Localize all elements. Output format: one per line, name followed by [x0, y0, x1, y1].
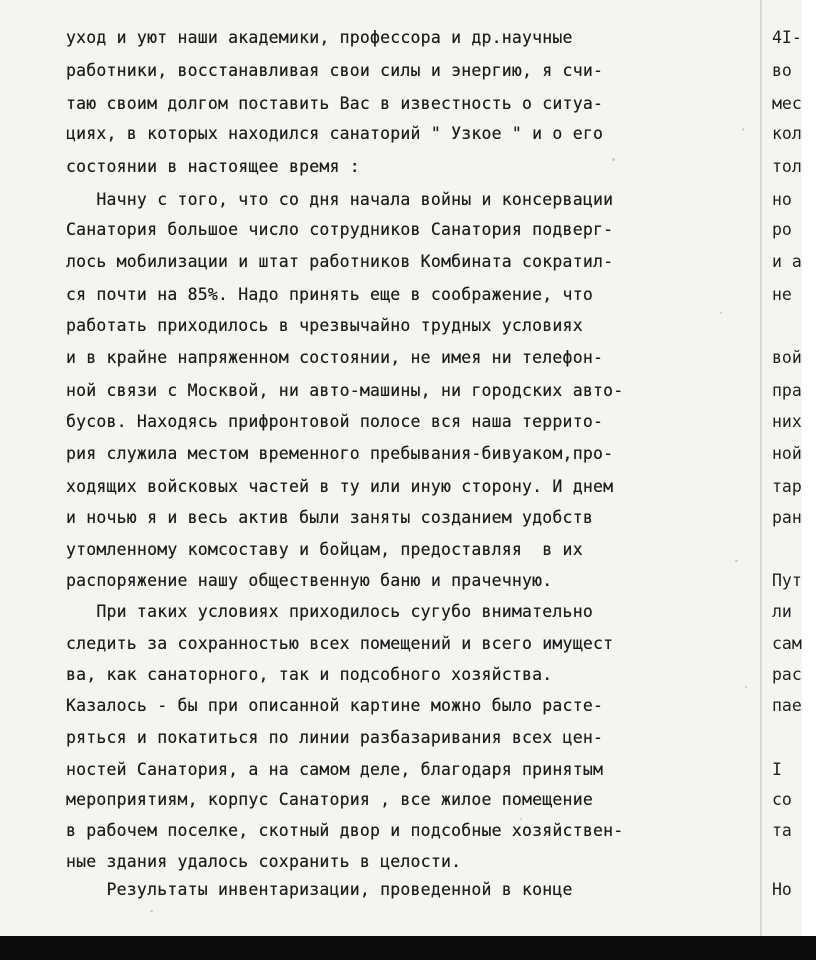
scan-speck	[612, 158, 615, 161]
margin-line: них	[772, 412, 802, 431]
page-fold-line	[760, 0, 762, 936]
margin-line: 4I-	[772, 28, 802, 47]
margin-line: рас	[772, 665, 802, 684]
margin-line: тол	[772, 157, 802, 176]
text-line: состоянии в настоящее время :	[66, 157, 360, 176]
text-line: работать приходилось в чрезвычайно трудных условиях	[66, 316, 583, 335]
text-line: и ночью я и весь актив были заняты созданием удобств	[66, 508, 593, 527]
scan-speck	[742, 128, 744, 131]
text-line: ходящих войсковых частей в ту или иную сторону. И днем	[66, 477, 614, 496]
text-line: ностей Санатория, а на самом деле, благодаря принятым	[66, 760, 604, 779]
text-line: и в крайне напряженном состоянии, не имея ни телефон-	[66, 348, 604, 367]
margin-line: ро	[772, 220, 792, 239]
text-line: ва, как санаторного, так и подсобного хозяйства.	[66, 665, 553, 684]
text-line: Казалось - бы при описанной картине можно было расте-	[66, 696, 604, 715]
margin-line: сам	[772, 634, 802, 653]
text-line: При таких условиях приходилось сугубо внимательно	[66, 602, 593, 621]
margin-line: Пут	[772, 571, 802, 590]
text-line: следить за сохранностью всех помещений и всего имущест	[66, 634, 614, 653]
text-line: в рабочем поселке, скотный двор и подсобные хозяйствен-	[66, 821, 624, 840]
margin-line: ран	[772, 508, 802, 527]
margin-line: но	[772, 190, 792, 209]
text-line: уход и уют наши академики, профессора и др.научные	[66, 28, 573, 47]
margin-line: тар	[772, 477, 802, 496]
text-line: Результаты инвентаризации, проведенной в конце	[66, 880, 573, 899]
text-line: ной связи с Москвой, ни авто-машины, ни городских авто-	[66, 381, 624, 400]
margin-line: та	[772, 821, 792, 840]
margin-line: вой	[772, 348, 802, 367]
scan-speck	[745, 686, 747, 688]
margin-line: ли	[772, 602, 792, 621]
text-line: Санатория большое число сотрудников Санатория подверг-	[66, 220, 614, 239]
margin-line: пра	[772, 381, 802, 400]
text-line: утомленному комсоставу и бойцам, предоставляя в их	[66, 540, 583, 559]
text-line: работники, восстанавливая свои силы и энергию, я счи-	[66, 61, 604, 80]
scan-speck	[735, 560, 738, 562]
margin-line: пае	[772, 696, 802, 715]
margin-line: кол	[772, 124, 802, 143]
text-line: ся почти на 85%. Надо принять еще в соображение, что	[66, 285, 593, 304]
text-line: ные здания удалось сохранить в целости.	[66, 852, 462, 871]
text-line: циях, в которых находился санаторий " Узкое " и о его	[66, 124, 604, 143]
text-line: распоряжение нашу общественную баню и прачечную.	[66, 571, 553, 590]
scan-speck	[520, 818, 522, 820]
text-line: лось мобилизации и штат работников Комбината сократил-	[66, 252, 614, 271]
margin-line: во	[772, 61, 792, 80]
text-line: таю своим долгом поставить Вас в известность о ситуа-	[66, 94, 604, 113]
text-line: мероприятиям, корпус Санатория , все жилое помещение	[66, 790, 593, 809]
text-line: ряться и покатиться по линии разбазаривания всех цен-	[66, 728, 604, 747]
margin-line: не	[772, 285, 792, 304]
margin-line: I	[772, 760, 782, 779]
scan-speck	[150, 910, 153, 912]
scan-right-edge	[802, 0, 816, 960]
margin-line: Но	[772, 880, 792, 899]
margin-line: и а	[772, 252, 802, 271]
scan-speck	[720, 312, 722, 314]
margin-line: со	[772, 790, 792, 809]
text-line: Начну с того, что со дня начала войны и консервации	[66, 190, 614, 209]
text-line: бусов. Находясь прифронтовой полосе вся наша террито-	[66, 412, 604, 431]
margin-line: ной	[772, 444, 802, 463]
margin-line: мес	[772, 94, 802, 113]
scan-bottom-band	[0, 936, 816, 960]
text-line: рия служила местом временного пребывания-бивуаком,про-	[66, 444, 614, 463]
